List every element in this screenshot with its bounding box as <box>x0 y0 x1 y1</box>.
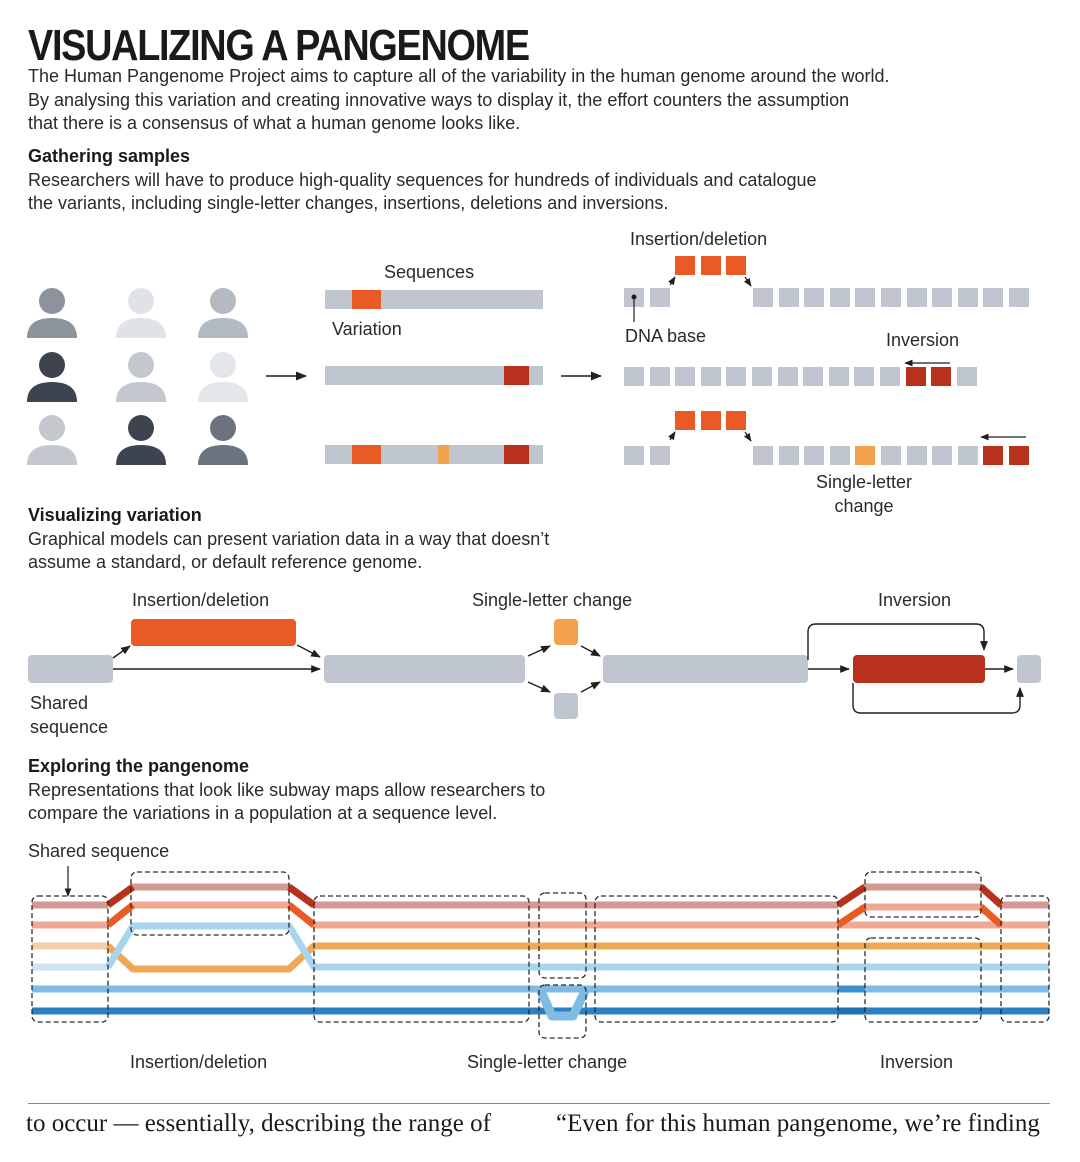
sequence-bars <box>325 290 543 464</box>
dna-base-square <box>855 288 875 307</box>
dna-base-square <box>957 367 977 386</box>
exploring-heading: Exploring the pangenome <box>28 756 250 776</box>
dna-base-square <box>804 446 824 465</box>
dna-base-square <box>907 446 927 465</box>
dna-base-square <box>958 288 978 307</box>
single-letter-line-2: change <box>834 496 894 516</box>
subway-line <box>289 887 314 905</box>
gathering-heading: Gathering samples <box>28 146 191 166</box>
people-group <box>27 288 248 465</box>
sequences-label: Sequences <box>384 262 475 282</box>
exploring-text-line-1: Representations that look like subway maps allow researchers to <box>28 780 546 800</box>
person-icon <box>27 288 77 338</box>
dna-base-square <box>650 288 670 307</box>
dna-base-square <box>881 288 901 307</box>
dna-base-square <box>752 367 772 386</box>
dna-base-square <box>829 367 849 386</box>
shared-line-1: Shared <box>30 693 89 713</box>
person-icon <box>198 352 248 402</box>
insdel-label-bottom: Insertion/deletion <box>130 1052 268 1072</box>
dna-base-square <box>932 288 952 307</box>
intro-line-2: By analysing this variation and creating innovative ways to display it, the effort counters the assumption <box>28 89 850 110</box>
dna-base-square <box>1009 288 1029 307</box>
exploring-text-line-2: compare the variations in a population at a sequence level. <box>28 803 498 823</box>
dna-base-square <box>931 367 951 386</box>
dna-base-square <box>701 367 721 386</box>
footer-left-text: to occur — essentially, describing the range of <box>26 1110 491 1137</box>
dna-base-square <box>880 367 900 386</box>
variation-label: Variation <box>332 319 402 339</box>
dna-base-square <box>906 367 926 386</box>
subway-map <box>32 887 1049 1016</box>
dna-base-square <box>830 446 850 465</box>
person-icon <box>27 352 77 402</box>
dna-base-square <box>907 288 927 307</box>
person-icon <box>116 288 166 338</box>
inversion-label-bottom: Inversion <box>880 1052 954 1072</box>
dna-base-square <box>830 288 850 307</box>
single-letter-label-bottom: Single-letter change <box>467 1052 628 1072</box>
subway-line <box>838 887 865 905</box>
single-letter-label-mid: Single-letter change <box>472 590 633 610</box>
person-icon <box>27 415 77 465</box>
dna-base-square <box>855 446 875 465</box>
page-title: VISUALIZING A PANGENOME <box>28 21 529 70</box>
dna-base-square <box>624 446 644 465</box>
variation-graph <box>28 619 1041 719</box>
dna-base-square <box>932 446 952 465</box>
visualizing-text-line-1: Graphical models can present variation data in a way that doesn’t <box>28 529 550 549</box>
dna-base-square <box>804 288 824 307</box>
insdel-label-mid: Insertion/deletion <box>132 590 270 610</box>
dna-base-square <box>983 288 1003 307</box>
gathering-text-line-1: Researchers will have to produce high-quality sequences for hundreds of individuals and catalogue <box>28 170 817 190</box>
subway-line <box>289 905 314 925</box>
dna-base-square <box>650 446 670 465</box>
inversion-label-top: Inversion <box>886 330 960 350</box>
single-letter-line-1: Single-letter <box>815 472 913 492</box>
dna-base-square <box>650 367 670 386</box>
dna-base-rows <box>624 288 1029 465</box>
gathering-text-line-2: the variants, including single-letter changes, insertions, deletions and inversions. <box>28 193 669 213</box>
shared-line-2: sequence <box>30 717 109 737</box>
dna-base-square <box>779 288 799 307</box>
person-icon <box>198 288 248 338</box>
intro-line-3: that there is a consensus of what a human genome looks like. <box>28 113 521 133</box>
dna-base-square <box>1009 446 1029 465</box>
dna-base-square <box>675 367 695 386</box>
person-icon <box>116 352 166 402</box>
subway-line <box>108 887 133 905</box>
dna-base-square <box>958 446 978 465</box>
subway-line <box>540 989 586 1016</box>
dna-base-square <box>726 367 746 386</box>
dna-base-square <box>779 446 799 465</box>
dna-base-square <box>881 446 901 465</box>
subway-line <box>108 905 133 925</box>
visualizing-heading: Visualizing variation <box>28 505 202 525</box>
subway-line <box>981 887 1001 905</box>
intro-line-1: The Human Pangenome Project aims to capture all of the variability in the human genome around the world. <box>28 66 890 86</box>
inversion-label-mid: Inversion <box>878 590 952 610</box>
person-icon <box>116 415 166 465</box>
insdel-label-top: Insertion/deletion <box>630 229 768 249</box>
dna-base-square <box>803 367 823 386</box>
visualizing-text-line-2: assume a standard, or default reference genome. <box>28 552 423 572</box>
dna-base-square <box>983 446 1003 465</box>
dna-base-square <box>778 367 798 386</box>
dna-base-square <box>753 288 773 307</box>
person-icon <box>198 415 248 465</box>
dna-base-square <box>854 367 874 386</box>
dna-base-square <box>624 367 644 386</box>
shared-sequence-label-bottom: Shared sequence <box>28 841 170 861</box>
dna-base-square <box>753 446 773 465</box>
footer-right-text: “Even for this human pangenome, we’re finding <box>556 1110 1040 1137</box>
dna-base-label: DNA base <box>625 326 707 346</box>
